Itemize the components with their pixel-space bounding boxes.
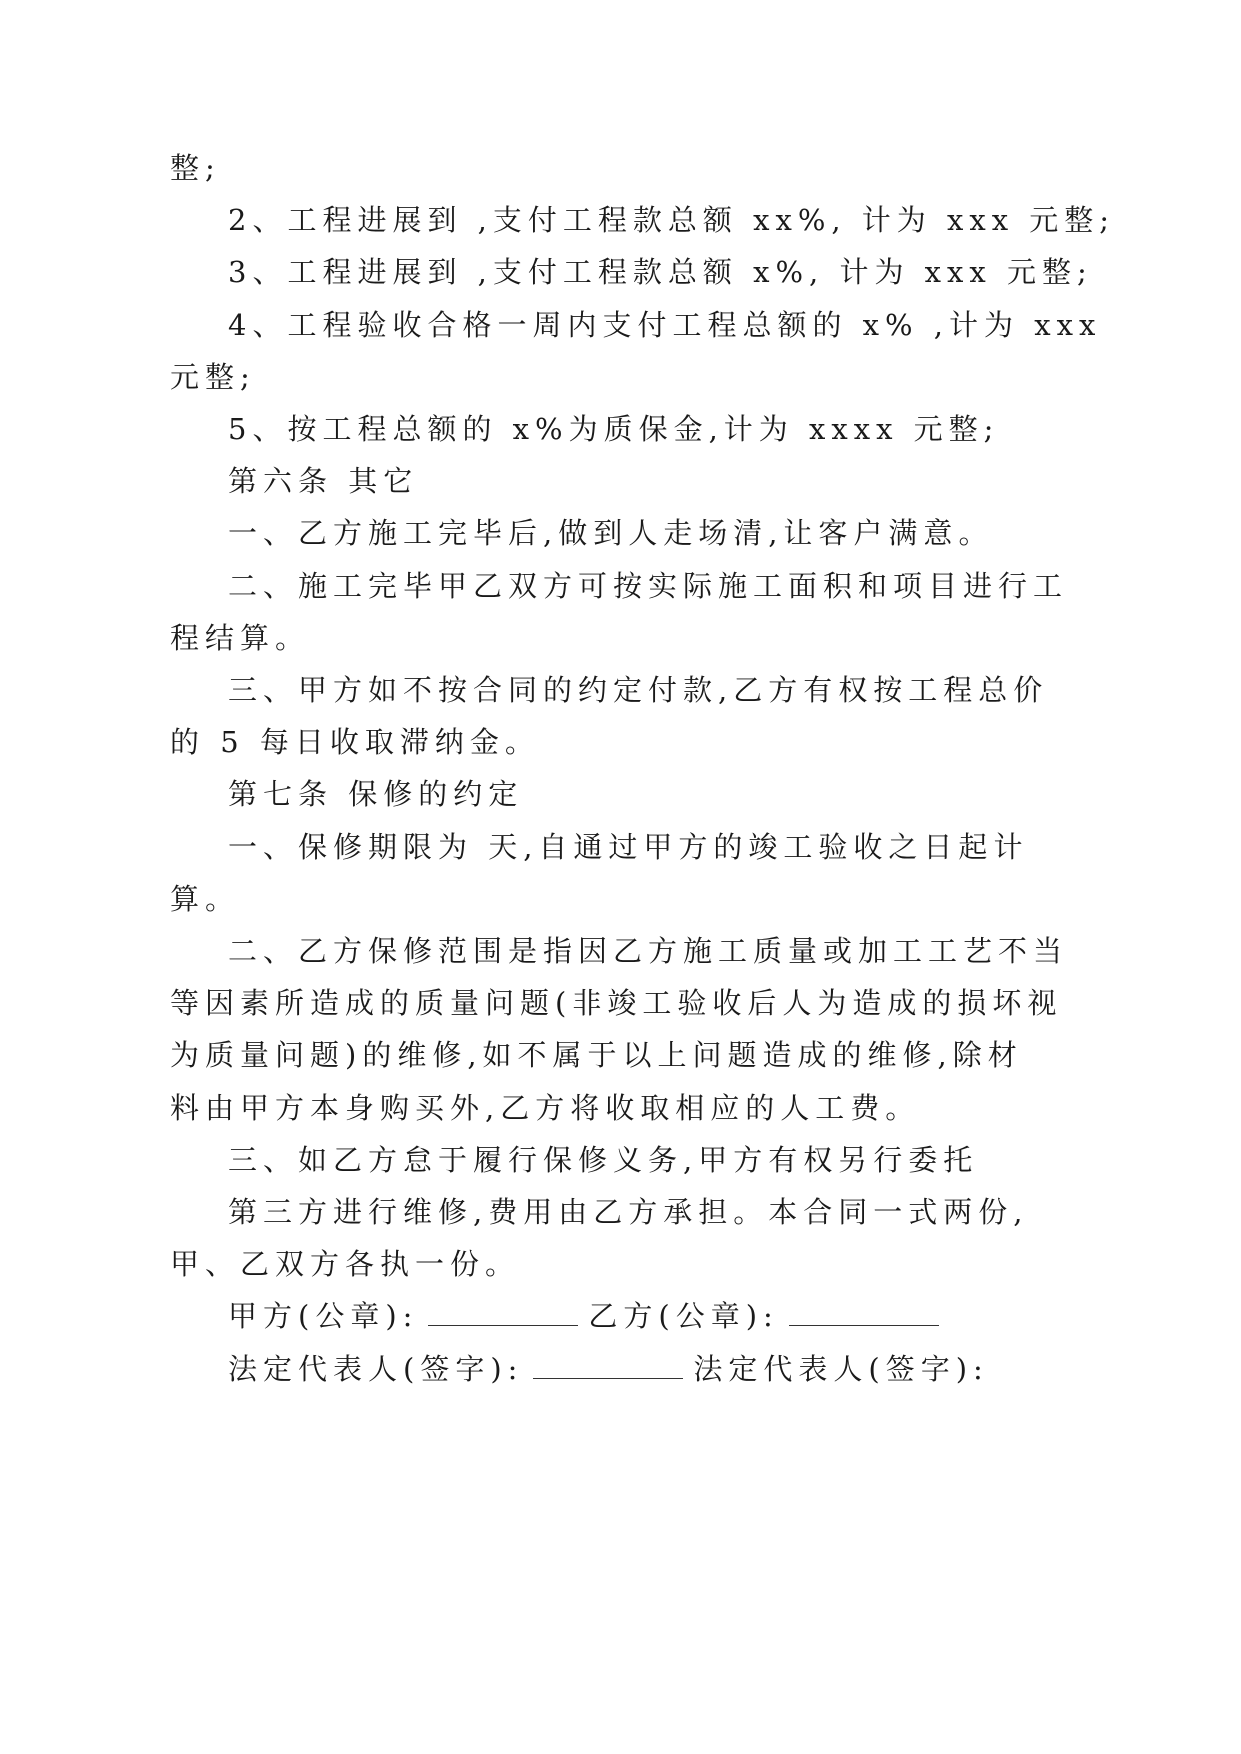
party-b-rep-label: 法定代表人(签字): [693,1352,989,1386]
party-a-seal-field[interactable] [428,1301,578,1326]
text-line: 二、施工完毕甲乙双方可按实际施工面积和项目进行工 [228,569,1069,603]
text-line: 料由甲方本身购买外,乙方将收取相应的人工费。 [170,1091,921,1125]
text-line: 三、甲方如不按合同的约定付款,乙方有权按工程总价 [228,673,1049,707]
text-line: 三、如乙方怠于履行保修义务,甲方有权另行委托 [228,1143,979,1177]
text-line: 甲、乙双方各执一份。 [170,1247,521,1281]
text-line: 2、工程进展到 ,支付工程款总额 xx%, 计为 xxx 元整; [228,203,1116,237]
text-line: 等因素所造成的质量问题(非竣工验收后人为造成的损坏视 [170,986,1063,1020]
text-line: 3、工程进展到 ,支付工程款总额 x%, 计为 xxx 元整; [228,255,1093,289]
party-a-rep-label: 法定代表人(签字): [228,1352,524,1386]
party-a-rep-field[interactable] [533,1354,683,1379]
signature-rep-row [228,1349,989,1389]
text-line: 程结算。 [170,621,311,655]
text-line: 二、乙方保修范围是指因乙方施工质量或加工工艺不当 [228,934,1069,968]
text-line: 整; [170,151,221,185]
text-line: 为质量问题)的维修,如不属于以上问题造成的维修,除材 [170,1038,1023,1072]
party-a-seal-label: 甲方(公章): [228,1299,419,1333]
section-heading: 第六条 其它 [228,464,419,498]
text-line: 一、乙方施工完毕后,做到人走场清,让客户满意。 [228,516,994,550]
party-b-seal-field[interactable] [789,1301,939,1326]
text-line: 的 5 每日收取滞纳金。 [170,725,540,759]
text-line: 元整; [170,360,256,394]
party-b-seal-label: 乙方(公章): [588,1299,779,1333]
text-line: 5、按工程总额的 x%为质保金,计为 xxxx 元整; [228,412,1000,446]
text-line: 4、工程验收合格一周内支付工程总额的 x% ,计为 xxx [228,308,1102,342]
section-heading: 第七条 保修的约定 [228,777,524,811]
signature-seal-row [228,1296,949,1336]
text-line: 算。 [170,882,241,916]
text-line: 一、保修期限为 天,自通过甲方的竣工验收之日起计 [228,830,1029,864]
text-line: 第三方进行维修,费用由乙方承担。本合同一式两份, [228,1195,1029,1229]
